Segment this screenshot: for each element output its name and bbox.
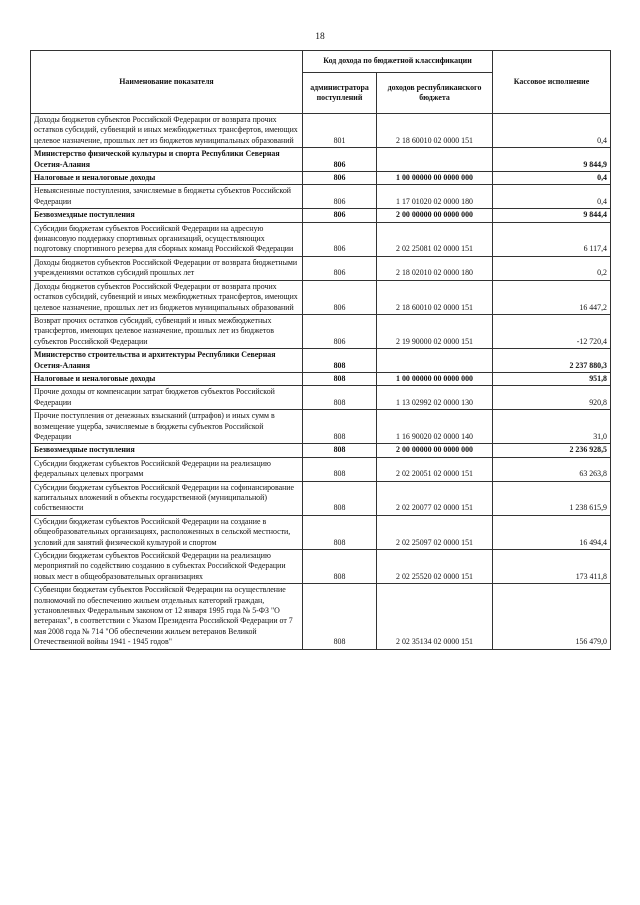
row-name: Субвенции бюджетам субъектов Российской Федерации на осуществление полномочий по обеспечению жильем отдельных категорий граждан, установленных Федеральным законом от 12 января 1995 года № 5-ФЗ "О ветеранах", в соответствии с Указом Президента Российской Федерации от 7 мая 2008 года № 714 "Об обеспечении жильем ветеранов Великой Отечественной войны 1941 - 1945 годов" <box>31 584 303 649</box>
row-code <box>377 349 493 373</box>
header-code-group: Код дохода по бюджетной классификации <box>303 51 493 73</box>
row-name: Субсидии бюджетам субъектов Российской Федерации на адресную финансовую поддержку спортивных организаций, осуществляющих подготовку спортивного резерва для сборных команд Российской Федерации <box>31 222 303 256</box>
table-body <box>31 114 611 650</box>
row-admin: 806 <box>303 314 377 348</box>
table-row <box>31 222 611 256</box>
row-amount: -12 720,4 <box>493 314 611 348</box>
row-code: 2 18 02010 02 0000 180 <box>377 256 493 280</box>
row-name: Субсидии бюджетам субъектов Российской Федерации на реализацию федеральных целевых программ <box>31 457 303 481</box>
row-code: 2 00 00000 00 0000 000 <box>377 444 493 457</box>
row-code: 2 02 25081 02 0000 151 <box>377 222 493 256</box>
row-admin: 806 <box>303 209 377 222</box>
table-row <box>31 172 611 185</box>
row-code: 1 17 01020 02 0000 180 <box>377 185 493 209</box>
row-admin: 808 <box>303 481 377 515</box>
row-amount: 920,8 <box>493 386 611 410</box>
row-name: Министерство строительства и архитектуры Республики Северная Осетия-Алания <box>31 349 303 373</box>
table-row <box>31 349 611 373</box>
header-budget: доходов республиканского бюджета <box>377 73 493 114</box>
table-row <box>31 256 611 280</box>
row-amount: 16 494,4 <box>493 515 611 549</box>
row-admin: 806 <box>303 256 377 280</box>
row-name: Субсидии бюджетам субъектов Российской Федерации на создание в общеобразовательных организациях, расположенных в сельской местности, условий для занятий физической культурой и спортом <box>31 515 303 549</box>
row-name: Возврат прочих остатков субсидий, субвенций и иных межбюджетных трансфертов, имеющих целевое назначение, прошлых лет из бюджетов субъектов Российской Федерации <box>31 314 303 348</box>
row-name: Доходы бюджетов субъектов Российской Федерации от возврата прочих остатков субсидий, субвенций и иных межбюджетных трансфертов, имеющих целевое назначение, прошлых лет из бюджетов муниципальных образований <box>31 280 303 314</box>
row-admin: 808 <box>303 444 377 457</box>
row-name: Доходы бюджетов субъектов Российской Федерации от возврата бюджетными учреждениями остатков субсидий прошлых лет <box>31 256 303 280</box>
table-row <box>31 209 611 222</box>
row-name: Субсидии бюджетам субъектов Российской Федерации на реализацию мероприятий по содействию созданию в субъектах Российской Федерации новых мест в общеобразовательных организациях <box>31 550 303 584</box>
row-code: 1 00 00000 00 0000 000 <box>377 172 493 185</box>
row-amount: 1 238 615,9 <box>493 481 611 515</box>
row-admin: 801 <box>303 114 377 148</box>
row-name: Прочие поступления от денежных взысканий (штрафов) и иных сумм в возмещение ущерба, зачисляемые в бюджеты субъектов Российской Федерации <box>31 410 303 444</box>
budget-table <box>30 50 611 650</box>
row-code: 2 02 35134 02 0000 151 <box>377 584 493 649</box>
header-admin: администратора поступлений <box>303 73 377 114</box>
row-name: Налоговые и неналоговые доходы <box>31 372 303 385</box>
row-admin: 808 <box>303 349 377 373</box>
row-code: 2 02 20051 02 0000 151 <box>377 457 493 481</box>
row-amount: 31,0 <box>493 410 611 444</box>
row-amount: 63 263,8 <box>493 457 611 481</box>
row-code: 2 02 20077 02 0000 151 <box>377 481 493 515</box>
row-admin: 808 <box>303 457 377 481</box>
row-amount: 0,2 <box>493 256 611 280</box>
row-name: Невыясненные поступления, зачисляемые в бюджеты субъектов Российской Федерации <box>31 185 303 209</box>
row-name: Субсидии бюджетам субъектов Российской Федерации на софинансирование капитальных вложений в объекты государственной (муниципальной) собственности <box>31 481 303 515</box>
page-number: 18 <box>315 32 325 42</box>
table-row <box>31 280 611 314</box>
row-code: 2 19 90000 02 0000 151 <box>377 314 493 348</box>
row-amount: 156 479,0 <box>493 584 611 649</box>
table-row <box>31 386 611 410</box>
header-execution: Кассовое исполнение <box>493 51 611 114</box>
table-row <box>31 314 611 348</box>
table-row <box>31 550 611 584</box>
row-name: Доходы бюджетов субъектов Российской Федерации от возврата прочих остатков субсидий, субвенций и иных межбюджетных трансфертов, имеющих целевое назначение, прошлых лет из бюджетов муниципальных образований <box>31 114 303 148</box>
row-name: Прочие доходы от компенсации затрат бюджетов субъектов Российской Федерации <box>31 386 303 410</box>
row-amount: 16 447,2 <box>493 280 611 314</box>
row-admin: 806 <box>303 172 377 185</box>
row-name: Министерство физической культуры и спорта Республики Северная Осетия-Алания <box>31 148 303 172</box>
table-row <box>31 372 611 385</box>
row-code: 2 18 60010 02 0000 151 <box>377 114 493 148</box>
row-admin: 806 <box>303 148 377 172</box>
row-admin: 808 <box>303 372 377 385</box>
table-row <box>31 148 611 172</box>
row-admin: 808 <box>303 515 377 549</box>
row-admin: 808 <box>303 410 377 444</box>
row-code: 1 00 00000 00 0000 000 <box>377 372 493 385</box>
table-row <box>31 584 611 649</box>
row-amount: 9 844,9 <box>493 148 611 172</box>
table-row <box>31 185 611 209</box>
row-amount: 0,4 <box>493 172 611 185</box>
row-code: 2 02 25520 02 0000 151 <box>377 550 493 584</box>
row-code: 1 13 02992 02 0000 130 <box>377 386 493 410</box>
row-code: 2 18 60010 02 0000 151 <box>377 280 493 314</box>
row-admin: 808 <box>303 584 377 649</box>
row-amount: 2 236 928,5 <box>493 444 611 457</box>
row-amount: 6 117,4 <box>493 222 611 256</box>
row-code: 2 02 25097 02 0000 151 <box>377 515 493 549</box>
row-code <box>377 148 493 172</box>
row-code: 1 16 90020 02 0000 140 <box>377 410 493 444</box>
row-code: 2 00 00000 00 0000 000 <box>377 209 493 222</box>
header-name: Наименование показателя <box>31 51 303 114</box>
row-amount: 2 237 880,3 <box>493 349 611 373</box>
row-admin: 808 <box>303 550 377 584</box>
table-row <box>31 114 611 148</box>
row-name: Безвозмездные поступления <box>31 444 303 457</box>
row-amount: 951,8 <box>493 372 611 385</box>
row-name: Налоговые и неналоговые доходы <box>31 172 303 185</box>
row-name: Безвозмездные поступления <box>31 209 303 222</box>
table-row <box>31 515 611 549</box>
row-amount: 0,4 <box>493 185 611 209</box>
table-row <box>31 410 611 444</box>
row-amount: 9 844,4 <box>493 209 611 222</box>
table-row <box>31 457 611 481</box>
row-amount: 0,4 <box>493 114 611 148</box>
row-amount: 173 411,8 <box>493 550 611 584</box>
row-admin: 806 <box>303 222 377 256</box>
row-admin: 808 <box>303 386 377 410</box>
row-admin: 806 <box>303 185 377 209</box>
table-row <box>31 444 611 457</box>
row-admin: 806 <box>303 280 377 314</box>
table-row <box>31 481 611 515</box>
